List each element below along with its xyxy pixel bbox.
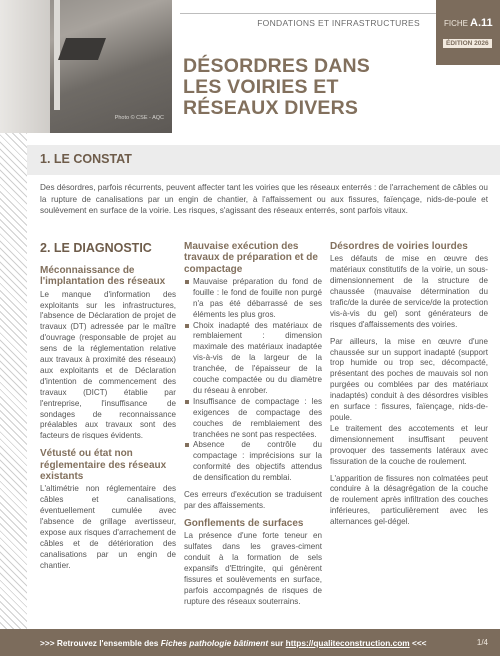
page-title (183, 56, 370, 119)
fiche-label (444, 17, 493, 29)
photo-drain-grate (58, 38, 106, 60)
footer-bar (0, 629, 500, 656)
photo-wall (0, 0, 50, 133)
hatched-margin (0, 133, 27, 629)
title-line-3: RÉSEAUX DIVERS (183, 97, 359, 119)
paragraph-voiries-2: Par ailleurs, la mise en œuvre d'une chaussée sur un support inadapté (support trop humide ou trop sec, décompacté, présentant des poches de mauvais sol non purgées ou comblées par des matériaux inadaptés) conduit à des désordres visibles en surface : fissures, faïençage, nids-de-poule. (330, 336, 488, 422)
section-label: FONDATIONS ET INFRASTRUCTURES (257, 18, 420, 28)
footer-italic: Fiches pathologie bâtiment (160, 638, 269, 648)
page-number: 1/4 (476, 638, 488, 647)
list-item: Mauvaise préparation du fond de fouille : le fond de fouille non purgé n'a pas été débarrassé de ses éléments les plus gros. (184, 277, 322, 321)
column-voiries (330, 241, 488, 528)
paragraph-gonflements: La présence d'une forte teneur en sulfates dans les graves-ciment conduit à la formation de sels expansifs d'Ettringite, qui génèrent fissures et soulèvements en surface, parfois accompagnés de risques de rupture des réseaux souterrains. (184, 531, 322, 606)
subheading-execution: Mauvaise exécution des travaux de préparation et de compactage (184, 241, 318, 275)
fiche-badge (436, 0, 500, 65)
footer-link[interactable]: https://qualiteconstruction.com (285, 638, 410, 648)
footer-suffix: <<< (409, 638, 427, 648)
edition-tag: ÉDITION 2026 (443, 39, 492, 48)
footer-middle: sur (268, 638, 286, 648)
subheading-reseaux: Méconnaissance de l'implantation des réseaux (40, 265, 166, 288)
footer-text (40, 638, 427, 648)
diagnostic-heading: 2. LE DIAGNOSTIC (40, 241, 152, 255)
list-item: Insuffisance de compactage : les exigences de compactage des couches de remblaiement des tranchées ne sont pas respectées. (184, 397, 322, 441)
column-execution (184, 241, 322, 608)
paragraph-vetuste: L'altimétrie non réglementaire des câbles et canalisations, éventuellement cumulée avec l'absence de grillage avertisseur, expose aux risques d'arrachement de câbles et de détérioration des canalisations par un engin de chantier. (40, 484, 176, 570)
column-diagnostic (40, 241, 176, 571)
list-item: Absence de contrôle du compactage : imprécisions sur la conformité des objectifs attendus de densification du remblai. (184, 440, 322, 484)
header-rule (180, 13, 436, 14)
fiche-prefix: FICHE (444, 19, 468, 28)
paragraph-voiries-4: L'apparition de fissures non colmatées peut conduire à la désagrégation de la couche de roulement après infiltration des couches inférieures, particulièrement avec les alternances gel-dégel. (330, 473, 488, 527)
subheading-voiries: Désordres de voiries lourdes (330, 241, 468, 252)
fiche-number: A.11 (470, 17, 493, 29)
title-line-1: DÉSORDRES DANS (183, 55, 370, 77)
header-photo (0, 0, 172, 133)
paragraph-errors: Ces erreurs d'exécution se traduisent par des affaissements. (184, 490, 322, 511)
footer-prefix: >>> Retrouvez l'ensemble des (40, 638, 161, 648)
photo-credit: Photo © CSE - AQC (114, 115, 164, 121)
constat-heading: 1. LE CONSTAT (40, 152, 132, 166)
list-item: Choix inadapté des matériaux de remblaiement : dimension maximale des matériaux inadaptée vis-à-vis de la largeur de la tranchée, de l'épaisseur de la couche compactée ou du diamètre du réseau à enrober. (184, 321, 322, 397)
paragraph-voiries-1: Les défauts de mise en œuvre des matériaux constitutifs de la voirie, un sous-dimensionnement de la structure de chaussée (mauvaise détermination du trafic/de la durée de service/de la protection vis-à-vis du gel) sont générateurs de risques d'affaissements des voiries. (330, 254, 488, 329)
execution-bullet-list (184, 277, 322, 484)
paragraph-voiries-3: Le traitement des accotements et leur dimensionnement insuffisant peuvent provoquer des tassements latéraux avec fissuration de la couche de roulement. (330, 423, 488, 466)
subheading-gonflements: Gonflements de surfaces (184, 517, 304, 529)
title-line-2: LES VOIRIES ET (183, 76, 339, 98)
paragraph-reseaux: Le manque d'information des exploitants sur les infrastructures, l'absence de Déclaration de projet de travaux (DT) adressée par le maître d'ouvrage (responsable de projet au sens de la réglementation relative aux travaux à proximité des réseaux) aux exploitants et de Déclaration d'intention de commencement des travaux (DICT) établie par l'entreprise, l'insuffisance de sondages de reconnaissance préalables aux travaux sont des facteurs de risques évidents. (40, 289, 176, 441)
subheading-vetuste: Vétusté ou état non réglementaire des réseaux existants (40, 448, 167, 482)
constat-text: Des désordres, parfois récurrents, peuvent affecter tant les voiries que les réseaux enterrés : de l'arrachement de câbles ou la rupture de canalisations par un engin de chantier, à l'affaissement ou aux fissures, faïençage, nids-de-poule et soulèvement en surface de la voirie. Les risques, s'agissant des réseaux enterrés, sont parfois vitaux. (40, 183, 488, 216)
